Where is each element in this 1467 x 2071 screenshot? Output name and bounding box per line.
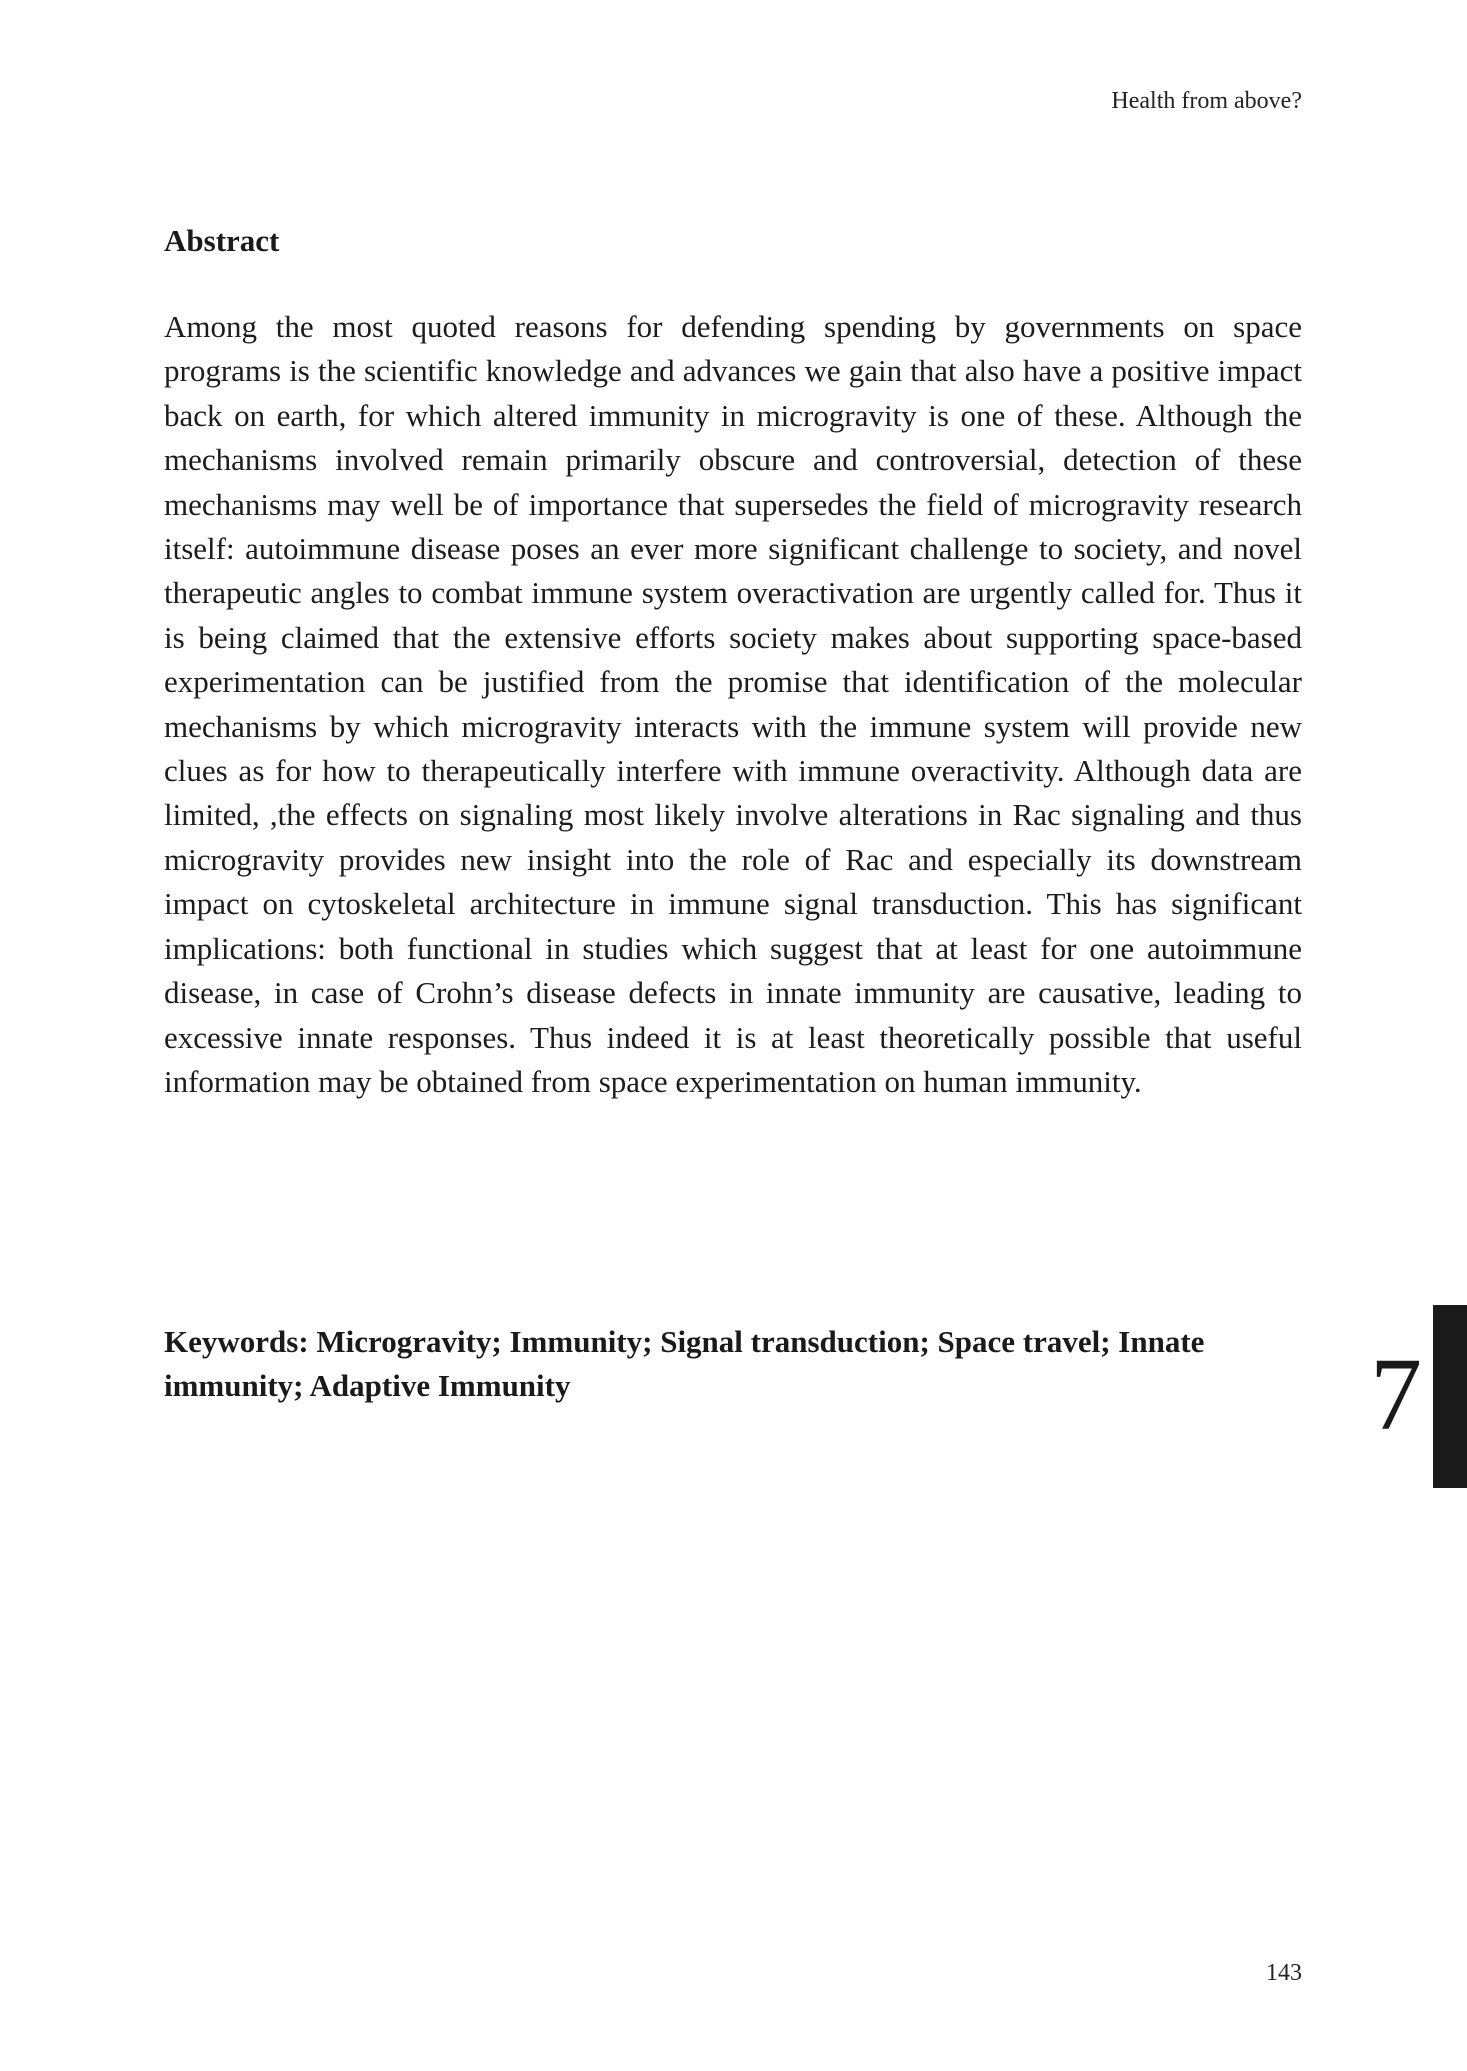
abstract-body: Among the most quoted reasons for defending spending by governments on space programs is the scientific knowledge and advances we gain that also have a positive impact back on earth, for which altered immunity in microgravity is one of these. Although the mechanisms involved remain primarily obscure and controversial, detection of these mechanisms may well be of importance that supersedes the field of microgravity research itself: autoimmune disease poses an ever more significant challenge to society, and novel therapeutic angles to combat immune system overactivation are urgently called for. Thus it is being claimed that the extensive efforts society makes about supporting space-based experimentation can be justified from the promise that identification of the molecular mechanisms by which microgravity interacts with the immune system will provide new clues as for how to therapeutically interfere with immune overactivity. Although data are limited, ,the effects on signaling most likely involve alterations in Rac signaling and thus microgravity provides new insight into the role of Rac and especially its downstream impact on cytoskeletal architecture in immune signal transduction. This has significant implications: both functional in studies which suggest that at least for one autoimmune disease, in case of Crohn’s disease defects in innate immunity are causative, leading to excessive innate responses. Thus indeed it is at least theoretically possible that useful information may be obtained from space experimentation on human immunity.: [164, 309, 1302, 1099]
abstract-heading: Abstract: [164, 223, 280, 258]
page-number: 143: [1266, 1960, 1302, 1986]
chapter-tab: [1433, 1305, 1467, 1488]
running-header: Health from above?: [1111, 88, 1302, 114]
chapter-number: 7: [1370, 1337, 1422, 1452]
keywords: Keywords: Microgravity; Immunity; Signal transduction; Space travel; Innate immunity; Adaptive Immunity: [164, 1324, 1205, 1404]
